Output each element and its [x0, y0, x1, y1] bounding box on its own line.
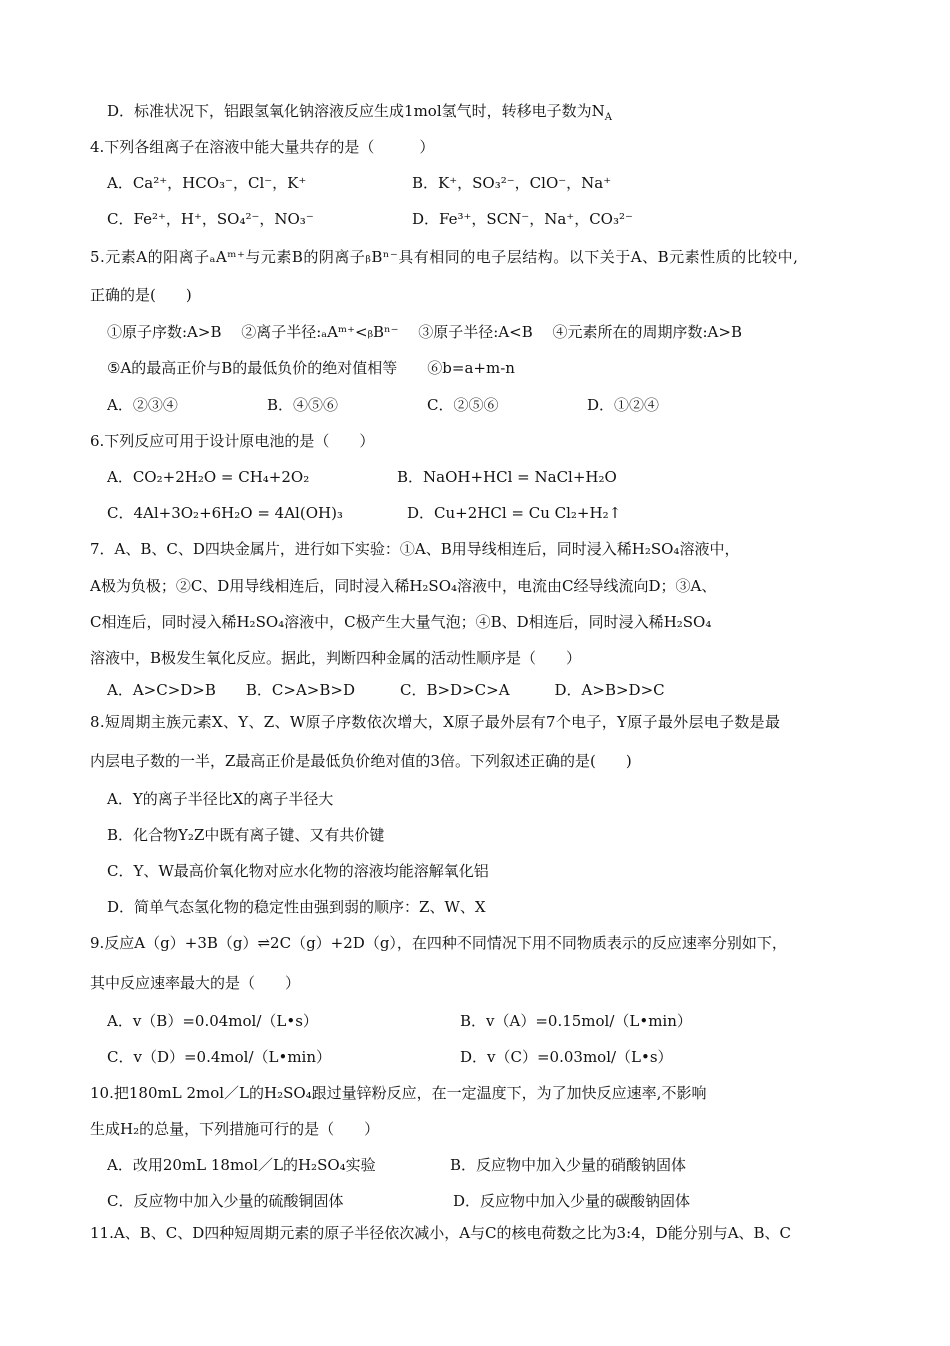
q5-items-line2: ⑤A的最高正价与B的最低负价的绝对值相等 ⑥b=a+m-n — [107, 359, 515, 377]
q5-option-d: D．①②④ — [587, 396, 660, 414]
q9-option-c: C．v（D）=0.4mol/（L•min） — [107, 1048, 331, 1066]
q5-option-a: A．②③④ — [107, 396, 178, 414]
q8-option-a: A．Y的离子半径比X的离子半径大 — [107, 790, 334, 808]
q6-option-d: D．Cu+2HCl = Cu Cl₂+H₂↑ — [407, 504, 622, 522]
q8-line1: 8.短周期主族元素X、Y、Z、W原子序数依次增大，X原子最外层有7个电子，Y原子最外层电子数是最 — [90, 713, 781, 731]
q9-line1: 9.反应A（g）+3B（g）⇌2C（g）+2D（g），在四种不同情况下用不同物质表示的反应速率分别如下， — [90, 934, 787, 952]
q9-option-a: A．v（B）=0.04mol/（L•s） — [107, 1012, 318, 1030]
q7-line1: 7．A、B、C、D四块金属片，进行如下实验：①A、B用导线相连后，同时浸入稀H₂SO₄溶液中， — [90, 540, 740, 558]
q5-option-c: C．②⑤⑥ — [427, 396, 499, 414]
q5-stem-line2: 正确的是( ) — [90, 286, 192, 304]
q8-option-b: B．化合物Y₂Z中既有离子键、又有共价键 — [107, 826, 385, 844]
q5-stem-line1: 5.元素A的阳离子ₐAᵐ⁺与元素B的阴离子ᵦBⁿ⁻具有相同的电子层结构。以下关于A、B元素性质的比较中, — [90, 248, 799, 266]
q10-option-d: D．反应物中加入少量的碳酸钠固体 — [453, 1192, 691, 1210]
q6-option-c: C．4Al+3O₂+6H₂O = 4Al(OH)₃ — [107, 504, 343, 522]
q5-items-line1: ①原子序数:A>B ②离子半径:ₐAᵐ⁺<ᵦBⁿ⁻ ③原子半径:A<B ④元素所在的周期序数:A>B — [107, 323, 742, 341]
q10-line1: 10.把180mL 2mol／L的H₂SO₄跟过量锌粉反应，在一定温度下，为了加快反应速率,不影响 — [90, 1084, 707, 1102]
q7-line2: A极为负极；②C、D用导线相连后，同时浸入稀H₂SO₄溶液中，电流由C经导线流向D；③A、 — [90, 577, 717, 595]
q6-option-a: A．CO₂+2H₂O = CH₄+2O₂ — [107, 468, 310, 486]
q8-option-d: D．简单气态氢化物的稳定性由强到弱的顺序：Z、W、X — [107, 898, 486, 916]
q10-line2: 生成H₂的总量，下列措施可行的是（ ） — [90, 1120, 380, 1138]
q9-line2: 其中反应速率最大的是（ ） — [90, 974, 301, 992]
q11-line1: 11.A、B、C、D四种短周期元素的原子半径依次减小，A与C的核电荷数之比为3:4，D能分别与A、B、C — [90, 1224, 792, 1242]
q8-line2: 内层电子数的一半，Z最高正价是最低负价绝对值的3倍。下列叙述正确的是( ) — [90, 752, 632, 770]
q10-option-a: A．改用20mL 18mol／L的H₂SO₄实验 — [107, 1156, 376, 1174]
q9-option-d: D．v（C）=0.03mol/（L•s） — [460, 1048, 673, 1066]
q9-option-b: B．v（A）=0.15mol/（L•min） — [460, 1012, 692, 1030]
q4-option-a: A．Ca²⁺，HCO₃⁻，Cl⁻，K⁺ — [107, 174, 307, 192]
q6-option-b: B．NaOH+HCl = NaCl+H₂O — [397, 468, 617, 486]
q10-option-c: C．反应物中加入少量的硫酸铜固体 — [107, 1192, 344, 1210]
q4-stem: 4.下列各组离子在溶液中能大量共存的是（ ） — [90, 138, 435, 156]
q5-option-b: B．④⑤⑥ — [267, 396, 339, 414]
q7-options: A．A>C>D>B B．C>A>B>D C．B>D>C>A D．A>B>D>C — [107, 681, 665, 699]
q4-option-d: D．Fe³⁺，SCN⁻，Na⁺，CO₃²⁻ — [412, 210, 633, 228]
q3-option-d: D．标准状况下，铝跟氢氧化钠溶液反应生成1mol氢气时，转移电子数为$N_A$ — [107, 102, 612, 123]
q10-option-b: B．反应物中加入少量的硝酸钠固体 — [450, 1156, 687, 1174]
q7-line3: C相连后，同时浸入稀H₂SO₄溶液中，C极产生大量气泡；④B、D相连后，同时浸入稀H₂SO₄ — [90, 613, 712, 631]
q8-option-c: C．Y、W最高价氧化物对应水化物的溶液均能溶解氧化铝 — [107, 862, 489, 880]
q6-stem: 6.下列反应可用于设计原电池的是（ ） — [90, 432, 375, 450]
q7-line4: 溶液中，B极发生氧化反应。据此，判断四种金属的活动性顺序是（ ） — [90, 649, 582, 667]
q4-option-b: B．K⁺，SO₃²⁻，ClO⁻，Na⁺ — [412, 174, 612, 192]
q4-option-c: C．Fe²⁺，H⁺，SO₄²⁻，NO₃⁻ — [107, 210, 314, 228]
